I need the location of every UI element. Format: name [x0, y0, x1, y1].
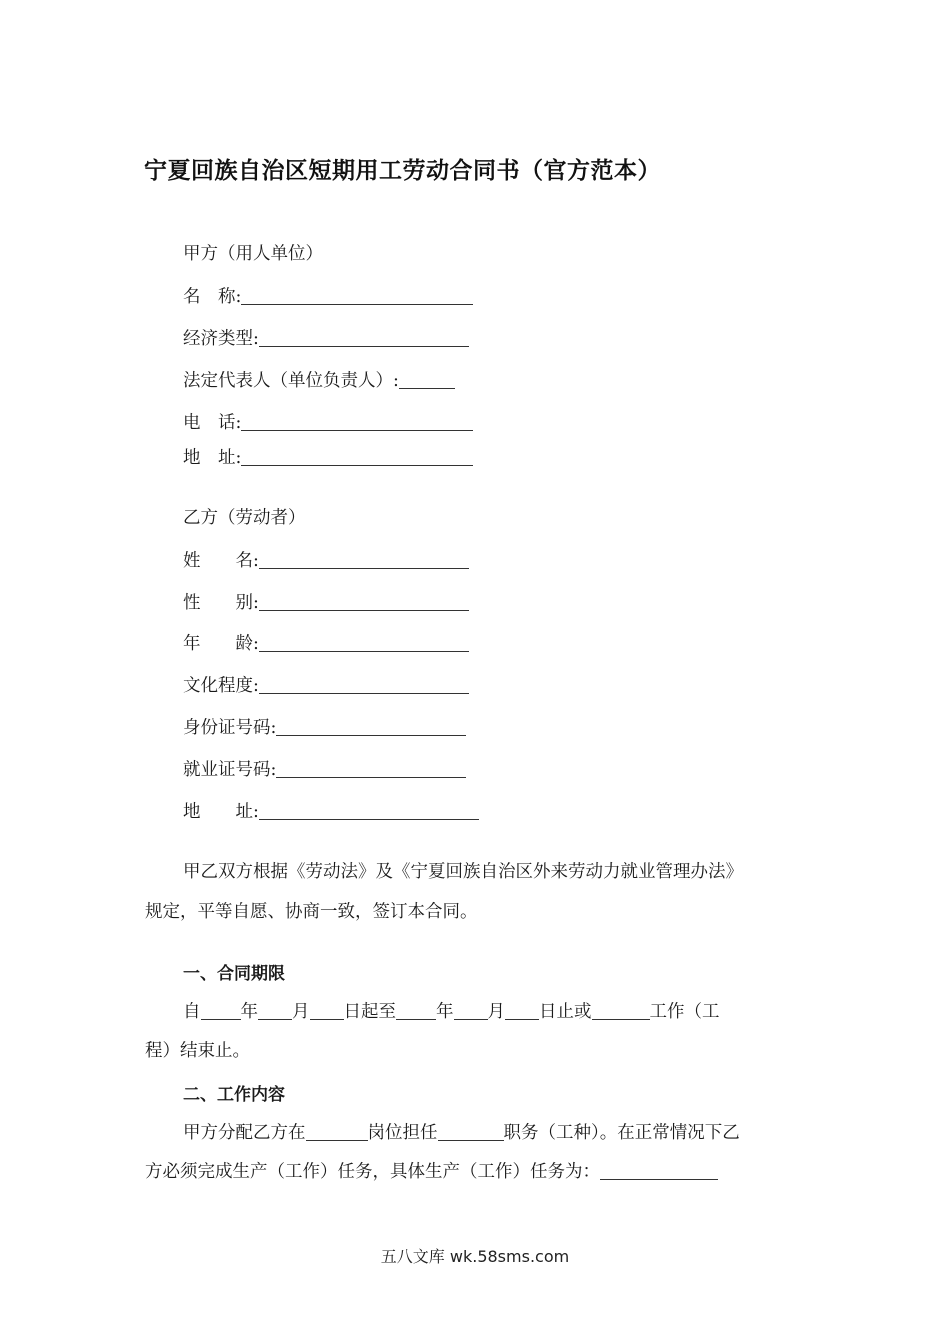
- blank-underline: [600, 1161, 718, 1180]
- blank-underline: [201, 1001, 241, 1020]
- section-1-line-2: 程）结束止。: [145, 1041, 250, 1061]
- footer-watermark: 五八文库 wk.58sms.com: [380, 1247, 570, 1266]
- blank-underline: [259, 328, 469, 347]
- field-label: 地 址:: [183, 802, 259, 822]
- blank-underline: [505, 1001, 539, 1020]
- text-work: 工作（工: [649, 1002, 720, 1022]
- party-b-address-field: [183, 800, 479, 824]
- intro-line-1: 甲乙双方根据《劳动法》及《宁夏回族自治区外来劳动力就业管理办法》: [183, 862, 743, 882]
- blank-underline: [592, 1001, 650, 1020]
- field-label: 法定代表人（单位负责人）:: [183, 371, 399, 391]
- party-b-education-field: [183, 674, 469, 698]
- field-label: 电 话:: [183, 413, 242, 433]
- text-task: 方必须完成生产（工作）任务，具体生产（工作）任务为：: [145, 1162, 600, 1182]
- blank-underline: [276, 717, 466, 736]
- text-month: 月: [292, 1002, 310, 1022]
- blank-underline: [310, 1001, 344, 1020]
- field-label: 名 称:: [183, 287, 242, 307]
- field-label: 姓 名:: [183, 551, 259, 571]
- party-b-employment-number-field: [183, 758, 466, 782]
- party-a-phone-field: [183, 411, 473, 435]
- text-assign: 甲方分配乙方在: [183, 1123, 306, 1143]
- blank-underline: [259, 633, 469, 652]
- section-2-heading: 二、工作内容: [183, 1085, 285, 1105]
- text-year: 年: [240, 1002, 258, 1022]
- party-a-economic-type-field: [183, 327, 469, 351]
- blank-underline: [276, 759, 466, 778]
- field-label: 经济类型:: [183, 329, 259, 349]
- party-a-heading: 甲方（用人单位）: [183, 244, 323, 264]
- intro-line-2: 规定，平等自愿、协商一致，签订本合同。: [145, 902, 478, 922]
- blank-underline: [241, 412, 473, 431]
- text-day-to: 日起至: [343, 1002, 396, 1022]
- blank-underline: [241, 286, 473, 305]
- blank-underline: [259, 801, 479, 820]
- blank-underline: [259, 675, 469, 694]
- section-2-line-1: [183, 1121, 740, 1145]
- party-b-name-field: [183, 549, 469, 573]
- blank-underline: [259, 592, 469, 611]
- blank-underline: [259, 550, 469, 569]
- text-duty: 职务（工种）。在正常情况下乙: [503, 1123, 740, 1143]
- party-b-gender-field: [183, 591, 469, 615]
- party-b-id-number-field: [183, 716, 466, 740]
- blank-underline: [454, 1001, 488, 1020]
- party-a-name-field: [183, 285, 473, 309]
- blank-underline: [396, 1001, 436, 1020]
- blank-underline: [438, 1122, 504, 1141]
- field-label: 身份证号码:: [183, 718, 277, 738]
- document-title: 宁夏回族自治区短期用工劳动合同书（官方范本）: [144, 158, 661, 184]
- section-1-term-line: [183, 1000, 720, 1024]
- blank-underline: [241, 447, 473, 466]
- text-from: 自: [183, 1002, 201, 1022]
- field-label: 就业证号码:: [183, 760, 277, 780]
- text-position: 岗位担任: [367, 1123, 438, 1143]
- field-label: 性 别:: [183, 593, 259, 613]
- text-day-or: 日止或: [539, 1002, 592, 1022]
- party-a-representative-field: [183, 369, 455, 393]
- party-b-heading: 乙方（劳动者）: [183, 508, 306, 528]
- party-b-age-field: [183, 632, 469, 656]
- text-year: 年: [436, 1002, 454, 1022]
- party-a-address-field: [183, 446, 473, 470]
- field-label: 文化程度:: [183, 676, 259, 696]
- section-2-line-2: [145, 1160, 718, 1184]
- blank-underline: [258, 1001, 292, 1020]
- field-label: 地 址:: [183, 448, 242, 468]
- field-label: 年 龄:: [183, 634, 259, 654]
- section-1-heading: 一、合同期限: [183, 964, 285, 984]
- blank-underline: [399, 370, 455, 389]
- text-month: 月: [487, 1002, 505, 1022]
- blank-underline: [306, 1122, 368, 1141]
